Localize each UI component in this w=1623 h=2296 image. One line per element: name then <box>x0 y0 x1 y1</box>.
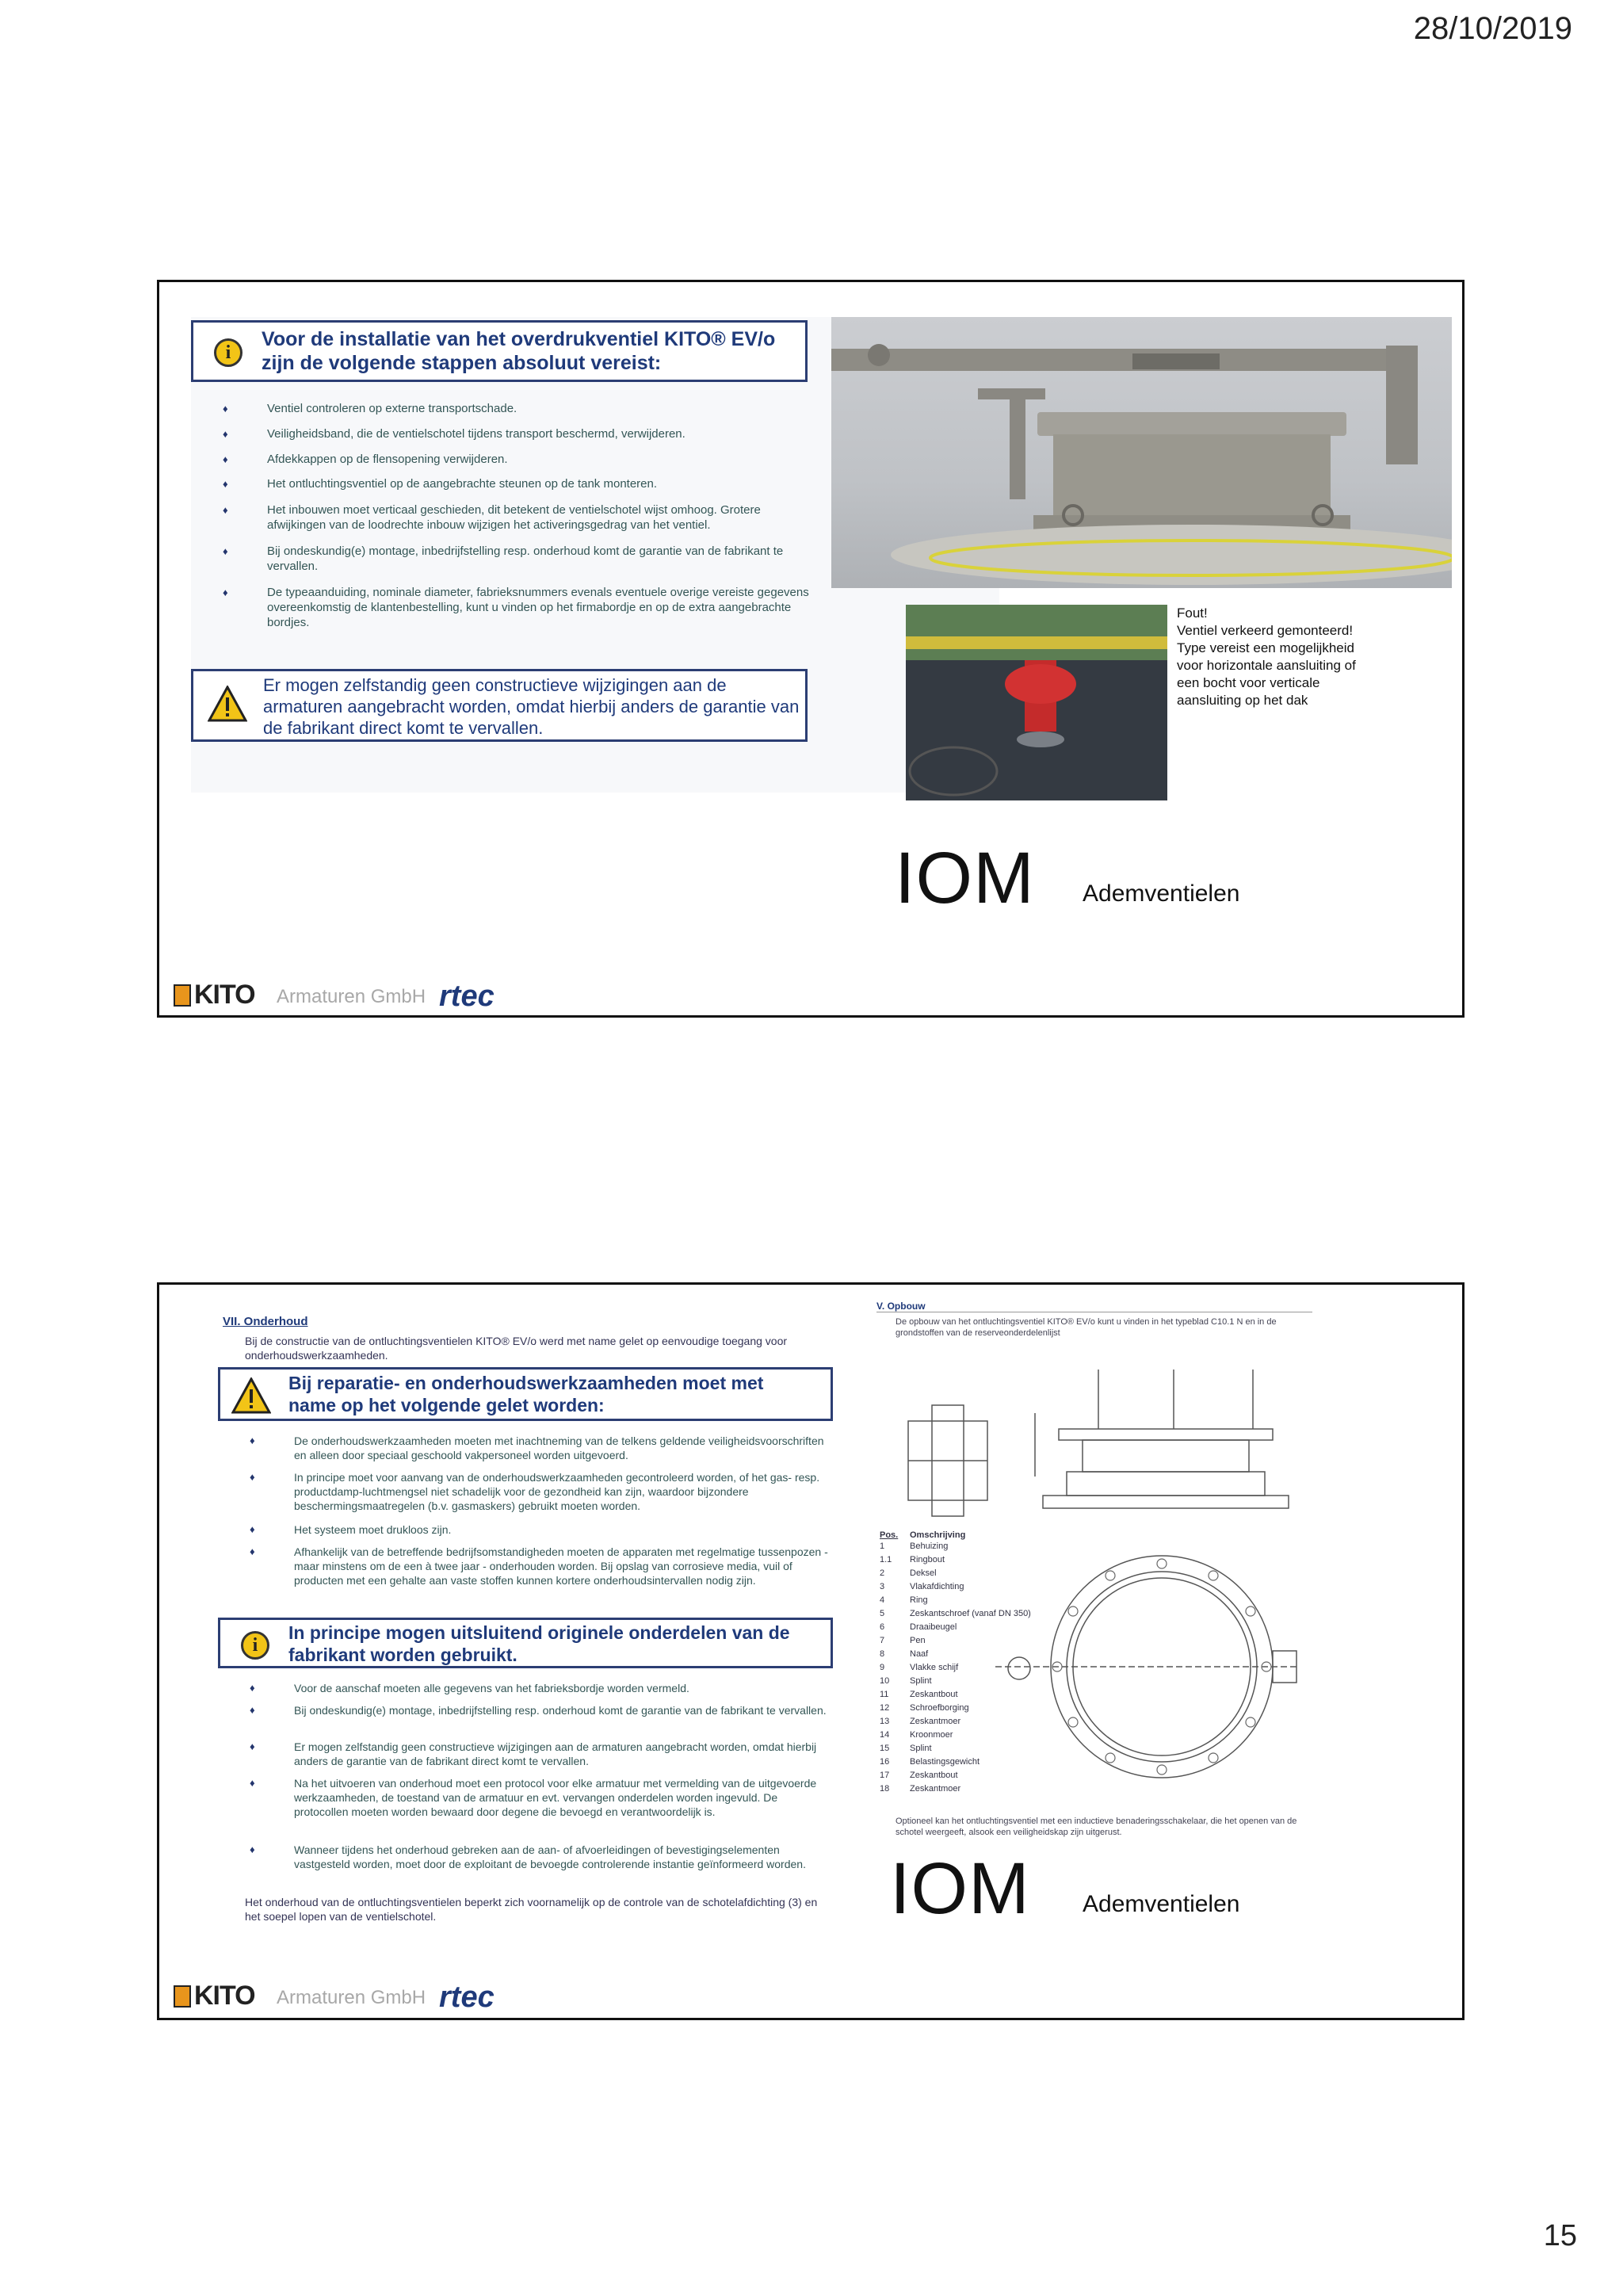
part-desc: Vlakke schijf <box>910 1663 959 1672</box>
footer-logos <box>174 1981 538 2015</box>
parts-header-desc: Omschrijving <box>910 1530 966 1540</box>
part-row <box>880 1676 932 1686</box>
part-pos: 16 <box>880 1757 890 1767</box>
part-desc: Behuizing <box>910 1541 949 1551</box>
part-row <box>880 1609 1031 1618</box>
bullet: ♦ Veiligheidsband, die de ventielschotel tijdens transport beschermd, verwijderen. <box>267 426 822 441</box>
part-pos: 1 <box>880 1541 885 1551</box>
part-row <box>880 1717 961 1726</box>
part-row <box>880 1582 964 1591</box>
parts-info-box <box>218 1618 833 1668</box>
bullet: ♦ In principe moet voor aanvang van de onderhoudswerkzaamheden gecontroleerd worden, of het gas- resp. productdamp-luchtmengsel niet schadelijk voor de gezondheid kan zijn, waardoor bijzondere beschermingsmaatregelen (b.v. gasmaskers) gebruikt moeten worden. <box>294 1470 833 1513</box>
page-number: 15 <box>1543 2219 1577 2252</box>
part-desc: Splint <box>910 1744 932 1753</box>
kito-logo: KITO <box>194 1981 255 2011</box>
part-row <box>880 1622 957 1632</box>
warning-box <box>191 669 808 742</box>
part-desc: Vlakafdichting <box>910 1582 964 1591</box>
part-pos: 1.1 <box>880 1555 892 1564</box>
slide-2 <box>157 1282 1465 2020</box>
valve-drawing <box>900 1358 1320 1786</box>
part-desc: Belastingsgewicht <box>910 1757 980 1767</box>
part-pos: 10 <box>880 1676 890 1686</box>
caption-line: aansluiting op het dak <box>1177 693 1308 708</box>
bullet: ♦ Het ontluchtingsventiel op de aangebrachte steunen op de tank monteren. <box>267 476 822 491</box>
part-row <box>880 1555 945 1564</box>
part-row <box>880 1690 958 1699</box>
bullet: ♦ Het inbouwen moet verticaal geschieden, dit betekent de ventielschotel wijst omhoog. Grotere afwijkingen van de loodrechte inbouw wijzigen het activeringsgedrag van het ventiel. <box>267 502 822 533</box>
parts-header-pos: Pos. <box>880 1530 899 1540</box>
iom-title: IOM <box>895 838 1035 919</box>
closing-text: Het onderhoud van de ontluchtingsventielen beperkt zich voornamelijk op de controle van de schotelafdichting (3) en het soepel lopen van de ventielschotel. <box>245 1896 818 1923</box>
part-desc: Zeskantbout <box>910 1690 958 1699</box>
part-row <box>880 1771 958 1780</box>
part-pos: 4 <box>880 1595 885 1605</box>
part-desc: Pen <box>910 1636 926 1645</box>
bullet: ♦ Afdekkappen op de flensopening verwijderen. <box>267 452 822 467</box>
part-desc: Zeskantmoer <box>910 1717 961 1726</box>
bullet: ♦ Bij ondeskundig(e) montage, inbedrijfstelling resp. onderhoud komt de garantie van de fabrikant te vervallen. <box>267 544 822 574</box>
part-pos: 18 <box>880 1784 890 1794</box>
date: 28/10/2019 <box>1413 11 1572 46</box>
part-pos: 8 <box>880 1649 885 1659</box>
footer-logos <box>174 980 538 1014</box>
part-pos: 5 <box>880 1609 885 1618</box>
iom-title: IOM <box>890 1848 1030 1929</box>
slide-1 <box>157 280 1465 1018</box>
parts-header <box>880 1530 966 1540</box>
part-row <box>880 1744 932 1753</box>
part-pos: 11 <box>880 1690 889 1699</box>
caption-line: Fout! <box>1177 606 1208 621</box>
bullet: ♦ Het systeem moet drukloos zijn. <box>294 1522 833 1537</box>
bullet: ♦ Wanneer tijdens het onderhoud gebreken aan de aan- of afvoerleidingen of bevestigingselementen vastgesteld worden, moet door de exploitant de bevoegde controlerende instantie geïnformeerd worden. <box>294 1843 833 1871</box>
construction-doc <box>876 1301 1320 1855</box>
slide-subtitle: Ademventielen <box>1083 881 1240 907</box>
part-desc: Schroefborging <box>910 1703 969 1713</box>
part-pos: 17 <box>880 1771 890 1780</box>
kito-logo-sub: Armaturen GmbH <box>277 1987 426 2008</box>
part-desc: Zeskantbout <box>910 1771 958 1780</box>
part-row <box>880 1595 928 1605</box>
warning-text: Er mogen zelfstandig geen constructieve wijzigingen aan de armaturen aangebracht worden, omdat hierbij anders de garantie van de fabrikant direct komt te vervallen. <box>263 675 800 738</box>
part-desc: Ringbout <box>910 1555 945 1564</box>
maintenance-warning-title: Bij reparatie- en onderhoudswerkzaamheden moet met name op het volgende gelet worden: <box>288 1373 764 1415</box>
bullet: ♦ Er mogen zelfstandig geen constructieve wijzigingen aan de armaturen aangebracht worden, omdat hierbij anders de garantie van de fabrikant direct komt te vervallen. <box>294 1740 833 1768</box>
kito-logo: KITO <box>194 980 255 1010</box>
kito-logo-sub: Armaturen GmbH <box>277 986 426 1007</box>
tank-image <box>906 605 1167 800</box>
part-pos: 14 <box>880 1730 890 1740</box>
caption-line: Type vereist een mogelijkheid <box>1177 640 1354 655</box>
bullet: ♦ De typeaanduiding, nominale diameter, fabrieksnummers evenals eventuele overige vereiste gegevens overeenkomstig de klantenbestelling, kunt u vinden op het firmabordje en op de extra aangebrachte bordjes. <box>267 585 822 630</box>
rtec-logo: rtec <box>439 980 495 1013</box>
tank-photo <box>906 605 1167 800</box>
part-desc: Splint <box>910 1676 932 1686</box>
part-pos: 7 <box>880 1636 885 1645</box>
valve-image <box>831 317 1452 588</box>
part-row <box>880 1663 959 1672</box>
part-row <box>880 1541 949 1551</box>
caption-line: voor horizontale aansluiting of <box>1177 658 1356 673</box>
part-pos: 6 <box>880 1622 885 1632</box>
parts-info-title: In principe mogen uitsluitend originele onderdelen van de fabrikant worden gebruikt. <box>288 1622 790 1665</box>
installation-box-title: Voor de installatie van het overdrukventiel KITO® EV/o zijn de volgende stappen absoluut vereist: <box>262 328 776 374</box>
part-desc: Zeskantschroef (vanaf DN 350) <box>910 1609 1031 1618</box>
caption-line: een bocht voor verticale <box>1177 675 1320 690</box>
warning-icon <box>231 1377 271 1414</box>
part-pos: 2 <box>880 1568 885 1578</box>
part-desc: Draaibeugel <box>910 1622 957 1632</box>
part-pos: 15 <box>880 1744 890 1753</box>
part-pos: 3 <box>880 1582 885 1591</box>
bullet: ♦ Voor de aanschaf moeten alle gegevens van het fabrieksbordje worden vermeld. <box>294 1681 833 1695</box>
right-section-title: V. Opbouw <box>876 1301 1312 1312</box>
bullet: ♦ De onderhoudswerkzaamheden moeten met inachtneming van de telkens geldende veiligheidsvoorschriften en alleen door speciaal geschoold vakpersoneel worden uitgevoerd. <box>294 1434 833 1462</box>
part-desc: Zeskantmoer <box>910 1784 961 1794</box>
slide-subtitle: Ademventielen <box>1083 1891 1240 1917</box>
right-intro: De opbouw van het ontluchtingsventiel KITO® EV/o kunt u vinden in het typeblad C10.1 N en in de grondstoffen van de reserveonderdelenlijst <box>896 1317 1277 1338</box>
maintenance-doc <box>223 1315 849 1965</box>
bullet: ♦ Na het uitvoeren van onderhoud moet een protocol voor elke armatuur met vermelding van de uitgevoerde werkzaamheden, de toestand van de armatuur en evt. vervangen onderdelen worden ingevuld. De protocollen moeten worden bewaard door degene die bevoegd en verantwoordelijk is. <box>294 1776 833 1819</box>
bullet: ♦ Afhankelijk van de betreffende bedrijfsomstandigheden moeten de apparaten met regelmatige tussenpozen - maar minstens om de een à twee jaar - onderhouden worden. Bij opslag van corrosieve media, vuil of producten met een gehalte aan vaste stoffen kunnen kortere onderhoudsintervallen nodig zijn. <box>294 1545 833 1587</box>
valve-photo <box>831 317 1452 588</box>
part-row <box>880 1568 937 1578</box>
kito-mark-icon <box>174 984 191 1007</box>
part-row <box>880 1649 929 1659</box>
kito-mark-icon <box>174 1985 191 2008</box>
part-row <box>880 1757 980 1767</box>
info-icon: i <box>241 1631 269 1660</box>
part-desc: Deksel <box>910 1568 937 1578</box>
warning-icon <box>208 686 247 722</box>
section-title: VII. Onderhoud <box>223 1315 308 1328</box>
part-desc: Ring <box>910 1595 928 1605</box>
part-row <box>880 1730 953 1740</box>
intro-text: Bij de constructie van de ontluchtingsventielen KITO® EV/o werd met name gelet op eenvoudige toegang voor onderhoudswerkzaamheden. <box>245 1335 788 1362</box>
caption-line: Ventiel verkeerd gemonteerd! <box>1177 623 1354 638</box>
part-desc: Naaf <box>910 1649 929 1659</box>
part-pos: 9 <box>880 1663 885 1672</box>
part-row <box>880 1784 961 1794</box>
installation-box <box>191 320 808 382</box>
right-note: Optioneel kan het ontluchtingsventiel met een inductieve benaderingsschakelaar, die het openen van de schotel weergeeft, alsook een veiligheidskap zijn uitgerust. <box>896 1817 1297 1837</box>
rtec-logo: rtec <box>439 1981 495 2014</box>
part-pos: 12 <box>880 1703 890 1713</box>
part-pos: 13 <box>880 1717 890 1726</box>
maintenance-warning-box <box>218 1367 833 1421</box>
part-row <box>880 1703 969 1713</box>
bullet: ♦ Bij ondeskundig(e) montage, inbedrijfstelling resp. onderhoud komt de garantie van de fabrikant te vervallen. <box>294 1703 833 1717</box>
bullet: ♦ Ventiel controleren op externe transportschade. <box>267 401 822 416</box>
photo-caption <box>1177 605 1415 709</box>
info-icon: i <box>214 338 242 367</box>
part-row <box>880 1636 926 1645</box>
part-desc: Kroonmoer <box>910 1730 953 1740</box>
